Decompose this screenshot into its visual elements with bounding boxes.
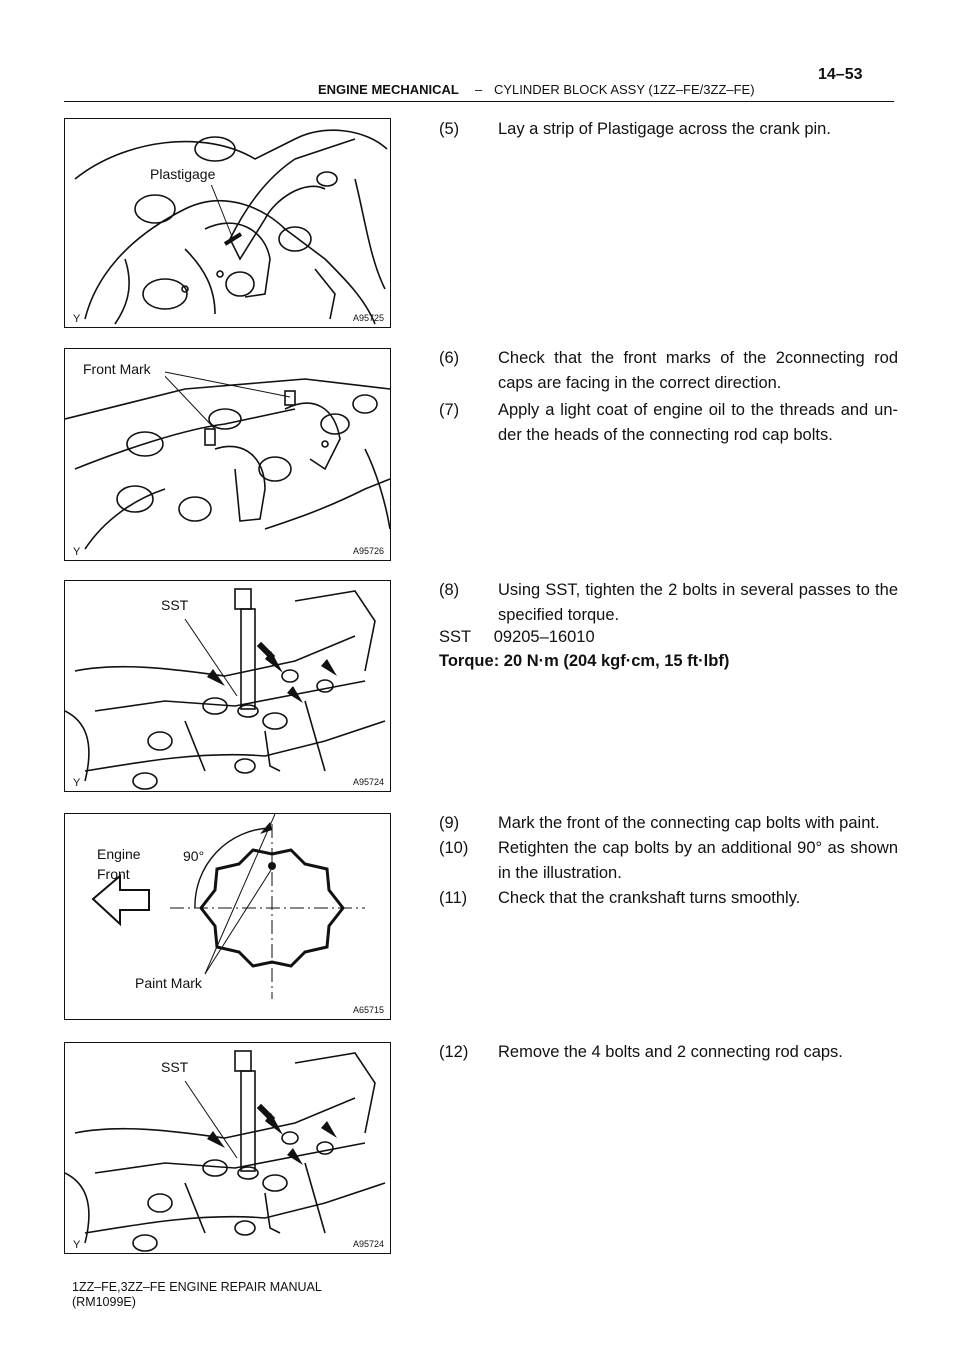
figure-id: A95726 bbox=[352, 546, 384, 556]
figure-id: A65715 bbox=[352, 1005, 384, 1015]
figure-corner-mark: Y bbox=[73, 1239, 81, 1251]
label-front: Front bbox=[97, 866, 130, 882]
figure-id: A95725 bbox=[352, 313, 384, 323]
figure-corner-mark: Y bbox=[73, 777, 81, 789]
page-number: 14–53 bbox=[818, 66, 863, 83]
figure-id: A95724 bbox=[352, 1239, 384, 1249]
label-sst: SST bbox=[161, 1059, 189, 1075]
label-engine: Engine bbox=[97, 846, 141, 862]
footer-manual-code: (RM1099E) bbox=[72, 1295, 136, 1309]
figure-corner-mark: Y bbox=[73, 546, 81, 558]
figure-sst-remove bbox=[64, 1042, 391, 1254]
figure-front-mark bbox=[64, 348, 391, 561]
header-rule bbox=[64, 101, 894, 102]
label-sst: SST bbox=[161, 597, 189, 613]
label-plastigage: Plastigage bbox=[150, 166, 216, 182]
figure-id: A95724 bbox=[352, 777, 384, 787]
header-section: ENGINE MECHANICAL bbox=[318, 82, 459, 97]
paint-mark-diagram bbox=[65, 814, 390, 1019]
sst-tighten-illustration bbox=[65, 581, 390, 791]
footer-manual-title: 1ZZ–FE,3ZZ–FE ENGINE REPAIR MANUAL bbox=[72, 1280, 322, 1294]
label-paint-mark: Paint Mark bbox=[135, 975, 202, 991]
front-mark-illustration bbox=[65, 349, 390, 560]
label-front-mark: Front Mark bbox=[83, 361, 151, 377]
figure-sst-tighten bbox=[64, 580, 391, 792]
sst-number: SST 09205–16010 bbox=[439, 628, 595, 646]
header-separator: – bbox=[475, 82, 483, 97]
torque-spec: Torque: 20 N·m (204 kgf·cm, 15 ft·lbf) bbox=[439, 652, 730, 670]
sst-remove-illustration bbox=[65, 1043, 390, 1253]
header-subsection: CYLINDER BLOCK ASSY (1ZZ–FE/3ZZ–FE) bbox=[494, 82, 755, 97]
label-90-degrees: 90° bbox=[183, 848, 205, 864]
figure-paint-mark bbox=[64, 813, 391, 1020]
figure-plastigage bbox=[64, 118, 391, 328]
plastigage-illustration bbox=[65, 119, 390, 327]
figure-corner-mark: Y bbox=[73, 313, 81, 325]
